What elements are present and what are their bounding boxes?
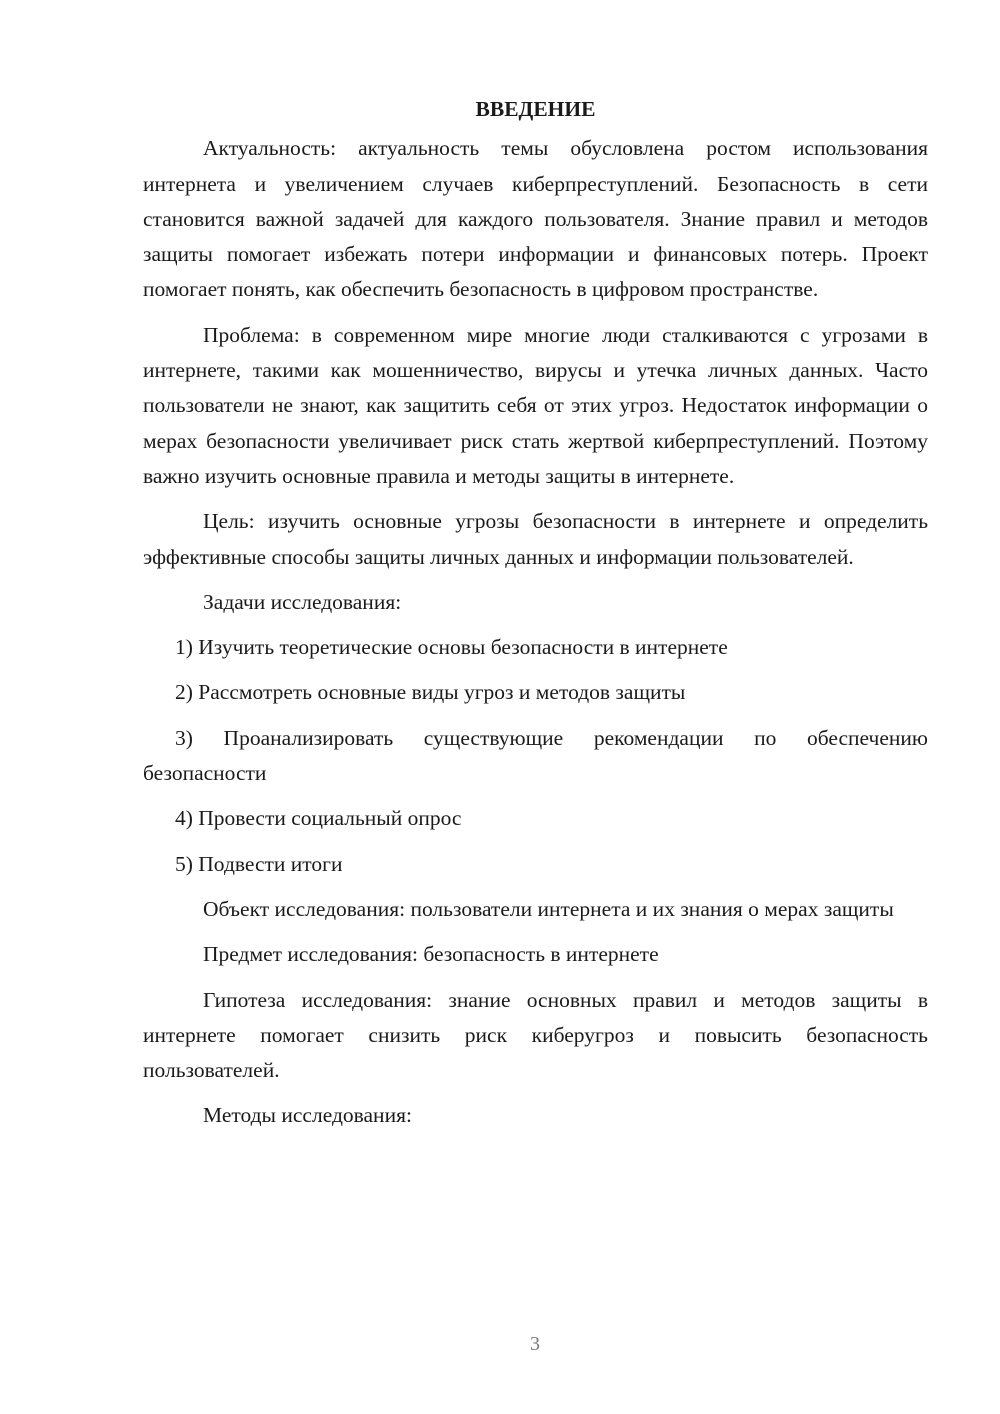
methods-heading: Методы исследования: [203,1103,412,1128]
task-item-1: 1) Изучить теоретические основы безопасности в интернете [175,635,728,660]
object-paragraph: Объект исследования: пользователи интернета и их знания о мерах защиты [203,896,894,921]
task-item-4: 4) Провести социальный опрос [175,806,462,831]
section-title: ВВЕДЕНИЕ [475,97,596,121]
page-number: 3 [530,1333,540,1355]
relevance-paragraph: Актуальность: актуальность темы обусловлена ростом использования интернета и увеличением случаев киберпреступлений. Безопасность в сети становится важной задачей для каждого пользователя. Знание правил и методов защиты помогает избежать потери информации и финансовых потерь. Проект помогает понять, как обеспечить безопасность в цифровом пространстве. [143,136,928,302]
task-item-5: 5) Подвести итоги [175,851,343,876]
goal-paragraph: Цель: изучить основные угрозы безопасности в интернете и определить эффективные способы защиты личных данных и информации пользователей. [143,509,928,569]
problem-paragraph: Проблема: в современном мире многие люди сталкиваются с угрозами в интернете, такими как мошенничество, вирусы и утечка личных данных. Часто пользователи не знают, как защитить себя от этих угроз. Недостаток информации о мерах безопасности увеличивает риск стать жертвой киберпреступлений. Поэтому важно изучить основные правила и методы защиты в интернете. [143,322,928,488]
task-item-2: 2) Рассмотреть основные виды угроз и методов защиты [175,680,686,705]
hypothesis-paragraph: Гипотеза исследования: знание основных правил и методов защиты в интернете помогает снизить риск киберугроз и повысить безопасность пользователей. [143,987,928,1083]
tasks-heading: Задачи исследования: [203,589,402,614]
subject-paragraph: Предмет исследования: безопасность в интернете [203,942,659,967]
task-item-3: 3) Проанализировать существующие рекомендации по обеспечению безопасности [143,725,928,786]
document-body [143,92,928,1144]
